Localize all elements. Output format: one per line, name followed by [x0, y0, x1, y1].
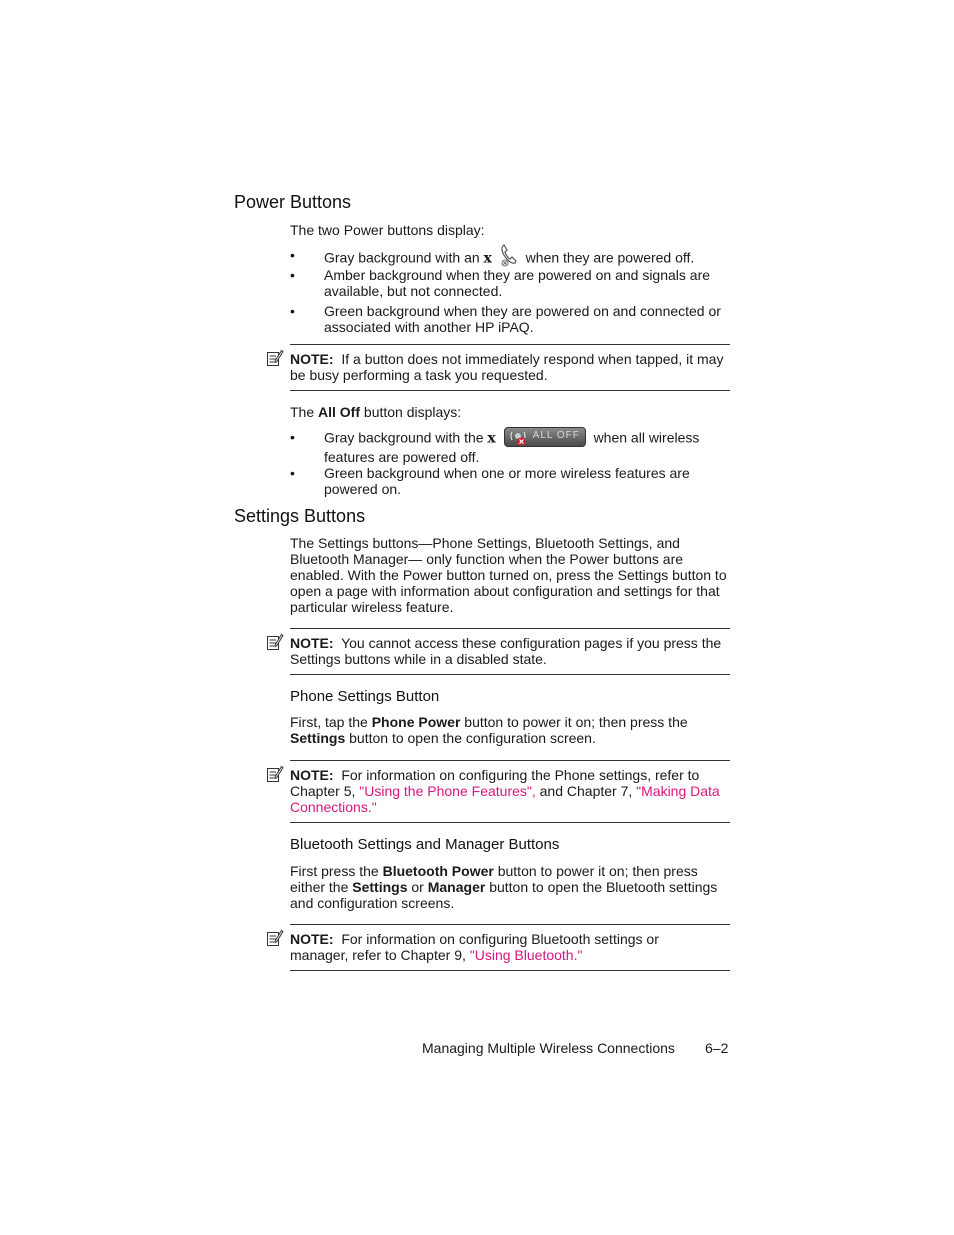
note-label: NOTE: [290, 767, 334, 783]
note: NOTE: For information on configuring the Phone settings, refer to Chapter 5, "Using the Phone Features", and Chapter 7, "Making Data Connections." [290, 767, 720, 815]
note-label: NOTE: [290, 351, 334, 367]
note [290, 351, 730, 383]
footer-chapter-title: Managing Multiple Wireless Connections [422, 1040, 675, 1056]
note-text: If a button does not immediately respond when tapped, it may be busy performing a task you requested. [290, 351, 724, 383]
note-text: You cannot access these configuration pages if you press the Settings buttons while in a disabled state. [290, 635, 722, 667]
bullet: • [290, 247, 295, 263]
note-rule-top [290, 924, 730, 925]
bullet: • [290, 465, 295, 481]
note-rule-top [290, 628, 730, 629]
note-icon [266, 765, 284, 783]
note-label: NOTE: [290, 635, 334, 651]
all-off-button-label: ALL OFF [532, 430, 580, 441]
note: NOTE: For information on configuring Bluetooth settings or manager, refer to Chapter 9, "Using Bluetooth." [290, 931, 659, 963]
note-icon [266, 349, 284, 367]
all-off-intro: The All Off button displays: [290, 404, 462, 420]
bullet: • [290, 267, 295, 283]
settings-buttons-heading: Settings Buttons [234, 506, 366, 526]
link-using-bluetooth[interactable]: "Using Bluetooth." [469, 947, 583, 963]
footer-page-number: 6–2 [705, 1040, 729, 1056]
phone-settings-text: First, tap the Phone Power button to power it on; then press the Settings button to open the configuration screen. [290, 714, 688, 746]
note [290, 635, 730, 667]
note-rule-bottom [290, 970, 730, 971]
x-mark: x [483, 250, 492, 267]
link-making-data-connections[interactable]: "Making Data Connections." [290, 783, 720, 815]
wireless-off-icon [509, 429, 527, 445]
all-off-button-image [504, 427, 586, 447]
note-icon [266, 929, 284, 947]
link-using-phone-features[interactable]: "Using the Phone Features", [359, 783, 536, 799]
phone-settings-heading: Phone Settings Button [290, 688, 440, 705]
power-buttons-heading: Power Buttons [234, 192, 352, 212]
phone-off-icon [498, 243, 520, 267]
note-rule-top [290, 760, 730, 761]
note-rule-top [290, 344, 730, 345]
note-label: NOTE: [290, 931, 334, 947]
bullet: • [290, 429, 295, 445]
note-rule-bottom [290, 674, 730, 675]
bluetooth-settings-text: First press the Bluetooth Power button to power it on; then press either the Settings or Manager button to open the Bluetooth settings and configuration screens. [290, 863, 718, 911]
x-mark: x [487, 430, 496, 447]
note-icon [266, 633, 284, 651]
settings-buttons-intro: The Settings buttons—Phone Settings, Bluetooth Settings, and Bluetooth Manager— only function when the Power buttons are enabled. With the Power button turned on, press the Settings button to open a page with information about configuration and settings for that particular wireless feature. [290, 535, 727, 615]
note-rule-bottom [290, 390, 730, 391]
bullet: • [290, 303, 295, 319]
note-rule-bottom [290, 822, 730, 823]
bluetooth-settings-heading: Bluetooth Settings and Manager Buttons [290, 836, 560, 853]
power-buttons-intro: The two Power buttons display: [290, 222, 485, 238]
